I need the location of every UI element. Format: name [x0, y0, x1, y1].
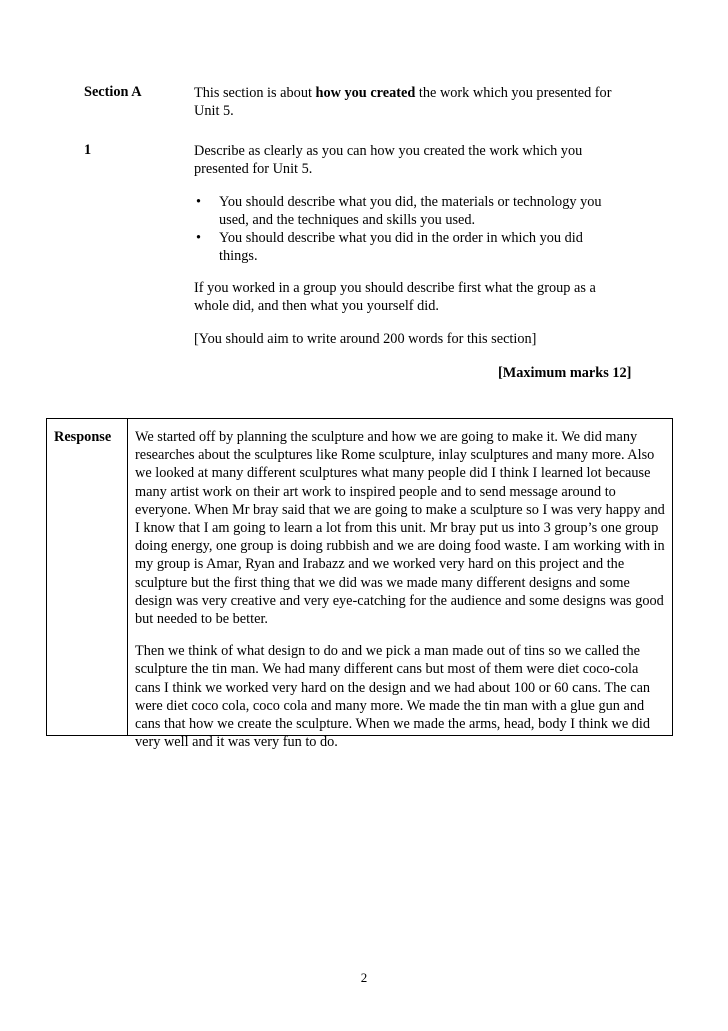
response-divider [127, 419, 128, 735]
page-number: 2 [360, 970, 368, 985]
bullet-line1: You should describe what you did in the order in which you did [219, 230, 583, 246]
section-intro-line2: Unit 5. [194, 103, 234, 119]
section-intro [194, 84, 634, 120]
section-intro-suffix: the work which you presented for [415, 85, 612, 101]
bullet-line2: things. [219, 248, 258, 264]
question-prompt-line1: Describe as clearly as you can how you created the work which you [194, 143, 583, 159]
bullet-icon: • [196, 194, 202, 210]
guidance-bullet [194, 229, 634, 265]
section-intro-prefix: This section is about [194, 85, 316, 101]
guidance-bullet [194, 193, 634, 229]
response-table [46, 418, 673, 751]
word-guidance: [You should aim to write around 200 words for this section] [194, 331, 537, 347]
group-instruction [194, 279, 634, 315]
guidance-bullet-list [194, 193, 634, 265]
question-number: 1 [84, 142, 92, 158]
section-intro-bold: how you created [315, 85, 416, 101]
response-label: Response [54, 429, 112, 445]
response-text [135, 428, 667, 751]
section-label: Section A [84, 84, 142, 100]
max-marks: [Maximum marks 12] [498, 365, 632, 381]
bullet-icon: • [196, 230, 202, 246]
bullet-line1: You should describe what you did, the materials or technology you [219, 194, 602, 210]
response-paragraph: Then we think of what design to do and we pick a man made out of tins so we called the sculpture the tin man. We had many different cans but most of them were diet coco-cola cans I think we worked very hard on the design and we had about 100 or 60 cans. The can were diet coco cola, coco cola and many more. We made the tin man with a glue gun and cans that how we create the sculpture. When we made the arms, head, body I think we did very well and it was very fun to do. [135, 643, 651, 751]
bullet-line2: used, and the techniques and skills you used. [219, 212, 476, 228]
question-prompt [194, 142, 634, 178]
question-prompt-line2: presented for Unit 5. [194, 161, 313, 177]
response-paragraph: We started off by planning the sculpture and how we are going to make it. We did many researches about the sculptures like Rome sculpture, inlay sculptures and many more. Also we looked at many different sculptures what many people did I think I learned lot because many artist work on their art work to inspired people and to send message around to everyone. When Mr bray said that we are going to make a sculpture so I was very happy and I know that I am going to learn a lot from this unit. Mr bray put us into 3 group’s one group doing energy, one group is doing rubbish and we are doing food waste. I am working with in my group is Amar, Ryan and Irabazz and we worked very hard on this project and the sculpture but the first thing that we did was we made many different designs and some design was very creative and very eye-catching for the audience and some designs was good but needed to be better. [135, 429, 665, 628]
group-instruction-line2: whole did, and then what you yourself did. [194, 298, 439, 314]
group-instruction-line1: If you worked in a group you should describe first what the group as a [194, 280, 596, 296]
